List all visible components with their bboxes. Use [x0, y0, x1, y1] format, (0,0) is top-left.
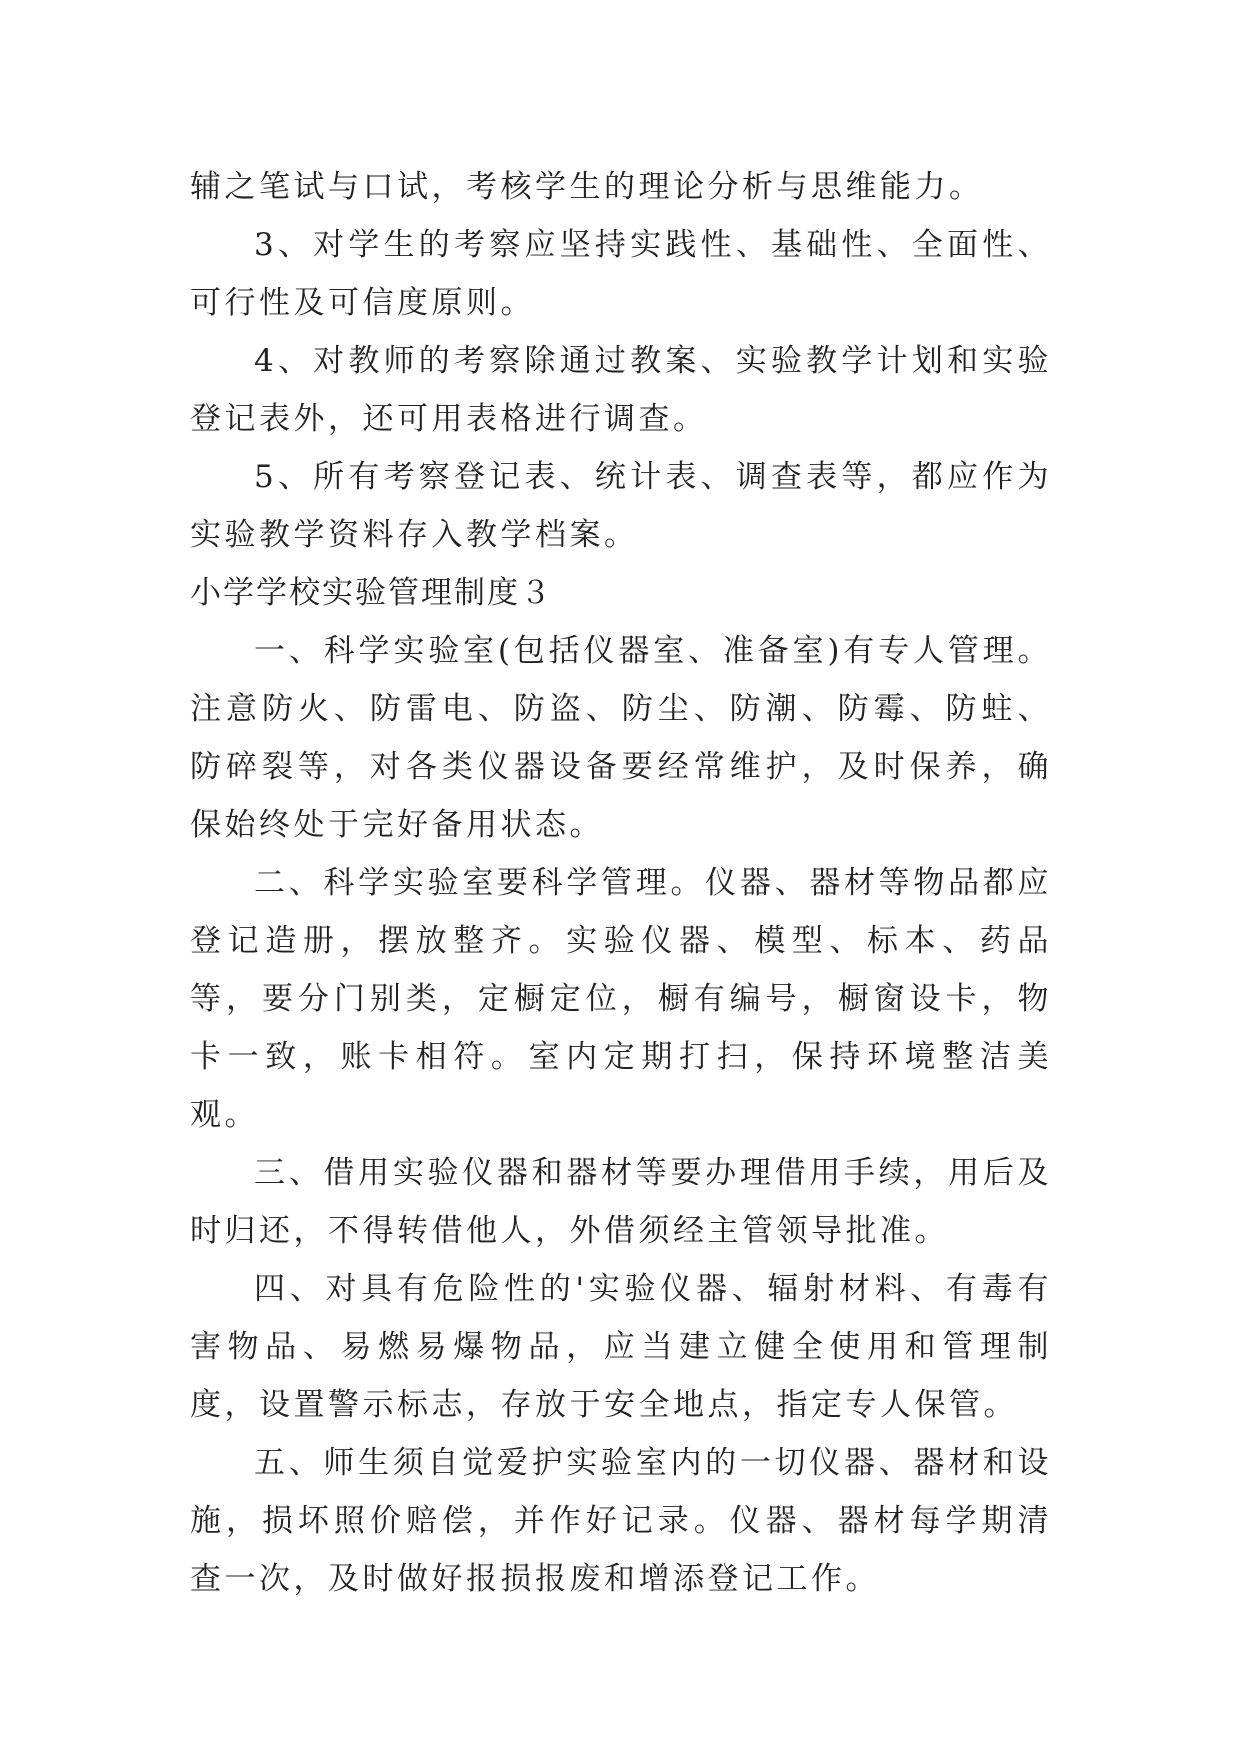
- paragraph-item-5: 5、所有考察登记表、统计表、调查表等，都应作为实验教学资料存入教学档案。: [190, 459, 1052, 553]
- section-paragraph-3: 三、借用实验仪器和器材等要办理借用手续，用后及时归还，不得转借他人，外借须经主管领导批准。: [190, 1155, 1052, 1249]
- section-paragraph-5: 五、师生须自觉爱护实验室内的一切仪器、器材和设施，损坏照价赔偿，并作好记录。仪器、器材每学期清查一次，及时做好报损报废和增添登记工作。: [190, 1445, 1052, 1597]
- section-paragraph-1: 一、科学实验室(包括仪器室、准备室)有专人管理。注意防火、防雷电、防盗、防尘、防潮、防霉、防蛀、防碎裂等，对各类仪器设备要经常维护，及时保养，确保始终处于完好备用状态。: [190, 633, 1052, 843]
- paragraph-item-3: 3、对学生的考察应坚持实践性、基础性、全面性、可行性及可信度原则。: [190, 227, 1052, 321]
- section-paragraph-2: 二、科学实验室要科学管理。仪器、器材等物品都应登记造册，摆放整齐。实验仪器、模型、标本、药品等，要分门别类，定橱定位，橱有编号，橱窗设卡，物卡一致，账卡相符。室内定期打扫，保持环境整洁美观。: [190, 865, 1052, 1133]
- section-paragraph-4: 四、对具有危险性的'实验仪器、辐射材料、有毒有害物品、易燃易爆物品，应当建立健全使用和管理制度，设置警示标志，存放于安全地点，指定专人保管。: [190, 1271, 1052, 1423]
- section-title: 小学学校实验管理制度３: [190, 575, 553, 611]
- document-body: [190, 158, 1052, 1608]
- paragraph-continuation: 辅之笔试与口试，考核学生的理论分析与思维能力。: [190, 169, 984, 205]
- paragraph-item-4: 4、对教师的考察除通过教案、实验教学计划和实验登记表外，还可用表格进行调查。: [190, 343, 1052, 437]
